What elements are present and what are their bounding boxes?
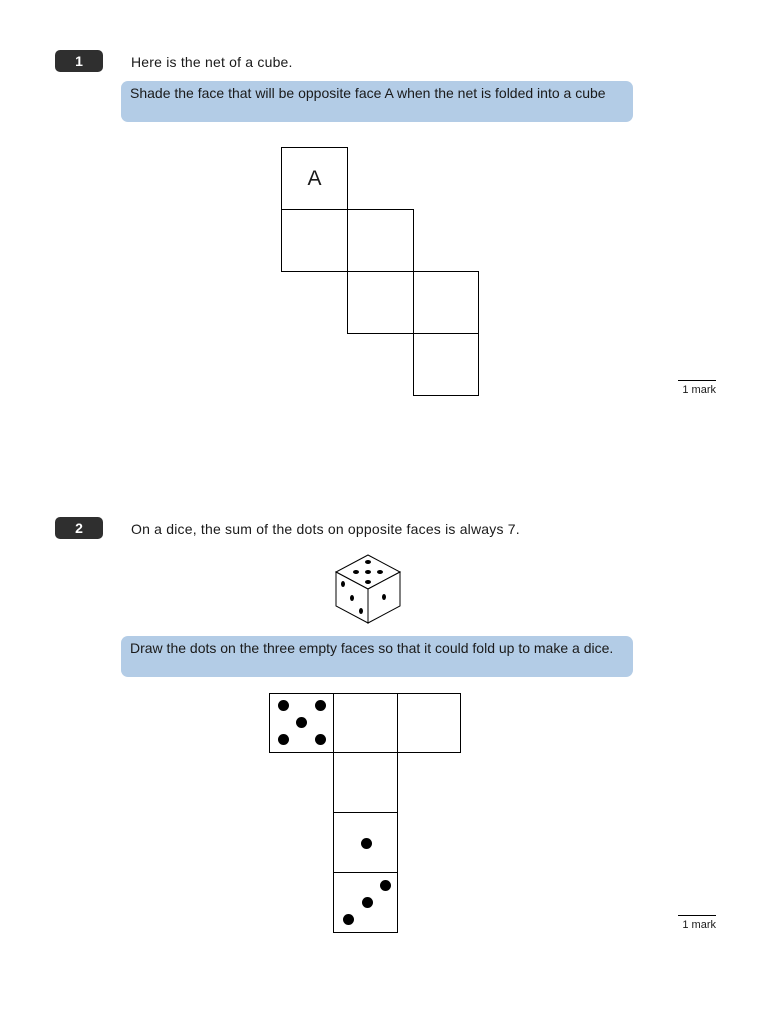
dot (315, 700, 326, 711)
net-face[interactable] (347, 271, 414, 334)
question-number-2: 2 (55, 517, 103, 539)
mark-allocation-q2: 1 mark (678, 915, 716, 931)
question-2-stem: On a dice, the sum of the dots on opposite faces is always 7. (131, 521, 520, 537)
net-face[interactable] (413, 333, 479, 396)
dot (278, 734, 289, 745)
question-1-instruction: Shade the face that will be opposite face A when the net is folded into a cube (121, 81, 633, 122)
dice-face-three (333, 872, 398, 933)
dice-face-empty[interactable] (333, 693, 398, 753)
dot (343, 914, 354, 925)
question-number-1: 1 (55, 50, 103, 72)
dot (361, 838, 372, 849)
face-label-a: A (307, 166, 322, 190)
dice-illustration (334, 553, 402, 625)
net-face[interactable] (281, 209, 348, 272)
dice-face-empty[interactable] (397, 693, 461, 753)
dice-face-one (333, 812, 398, 873)
dot (296, 717, 307, 728)
dice-face-empty[interactable] (333, 752, 398, 813)
question-1-stem: Here is the net of a cube. (131, 54, 293, 70)
question-2-instruction: Draw the dots on the three empty faces so that it could fold up to make a dice. (121, 636, 633, 677)
dot (380, 880, 391, 891)
dice-face-five (269, 693, 334, 753)
mark-allocation-q1: 1 mark (678, 380, 716, 396)
net-face[interactable] (413, 271, 479, 334)
net-face-a[interactable] (281, 147, 348, 210)
dot (362, 897, 373, 908)
dot (278, 700, 289, 711)
dot (315, 734, 326, 745)
net-face[interactable] (347, 209, 414, 272)
